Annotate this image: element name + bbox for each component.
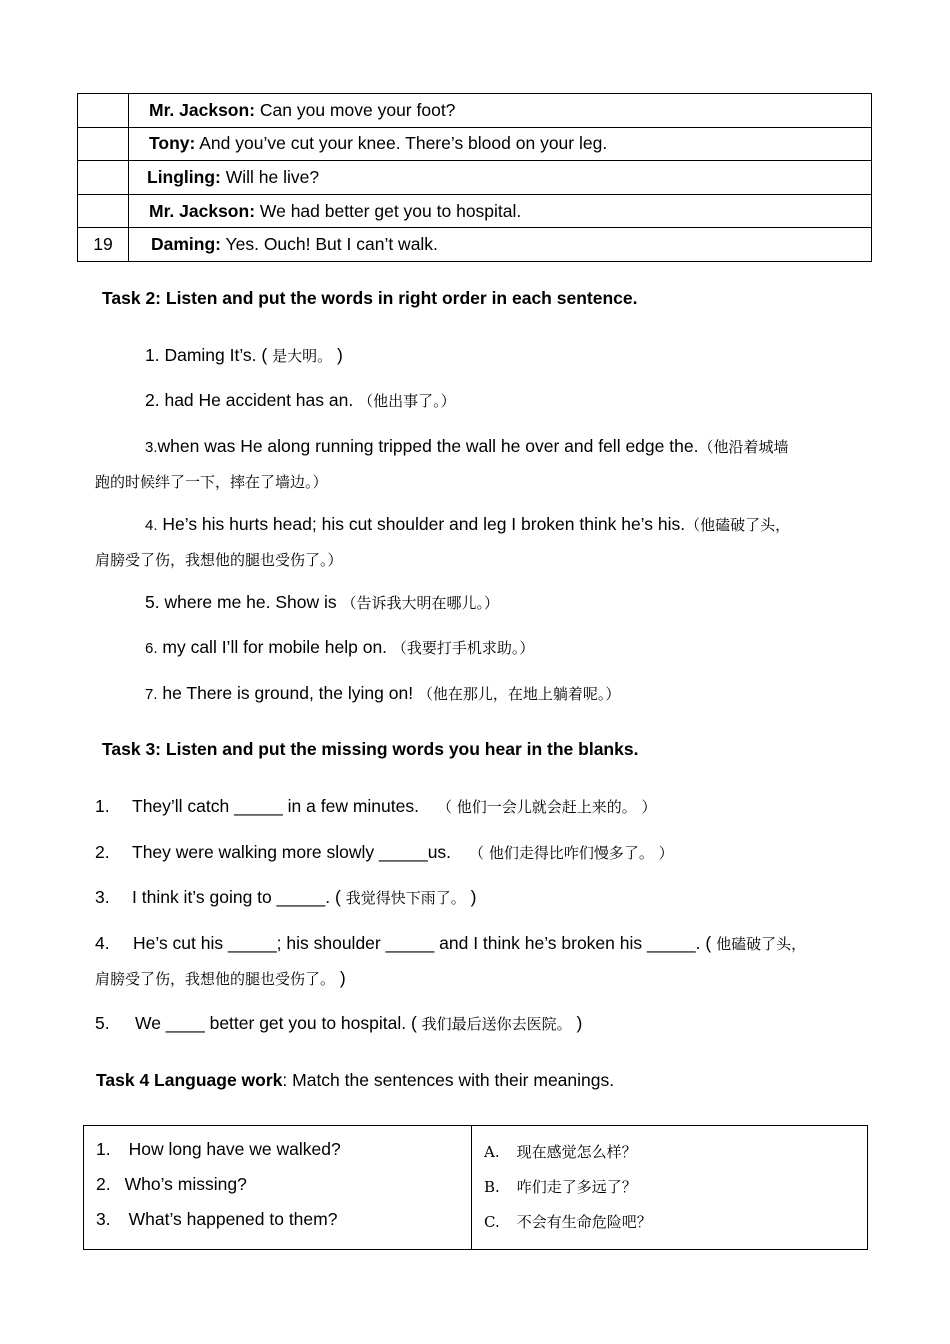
match-left-3: 3. What’s happened to them? xyxy=(96,1209,338,1229)
task3-item-4: 4. xyxy=(95,933,110,953)
row-number: 19 xyxy=(78,228,129,262)
match-table xyxy=(83,1125,868,1250)
task3-title: Task 3: Listen and put the missing words you hear in the blanks. xyxy=(102,739,639,759)
task3-item-1-text: They’ll catch _____ in a few minutes. （ 他们一会儿就会赶上来的。 ） xyxy=(132,796,657,816)
task2-item-6: 6. my call I’ll for mobile help on. （我要打手机求助。） xyxy=(145,637,535,657)
table-row xyxy=(78,127,872,161)
dialogue-line xyxy=(129,161,872,195)
table-row xyxy=(78,161,872,195)
task2-item-7: 7. he There is ground, the lying on! （他在那儿，在地上躺着呢。） xyxy=(145,683,621,703)
match-right-a: A. 现在感觉怎么样？ xyxy=(484,1143,637,1161)
table-row xyxy=(78,228,872,262)
task2-item-3-wrap: 跑的时候绊了一下，摔在了墙边。） xyxy=(95,473,328,491)
speaker: Daming: xyxy=(151,234,221,255)
task3-item-3: 3. xyxy=(95,887,110,907)
task2-item-4-wrap: 肩膀受了伤，我想他的腿也受伤了。） xyxy=(95,551,343,569)
row-number xyxy=(78,127,129,161)
table-row xyxy=(78,94,872,128)
column-divider xyxy=(471,1126,472,1249)
match-left-2: 2. Who’s missing? xyxy=(96,1174,247,1194)
match-right-b: B. 咋们走了多远了？ xyxy=(484,1178,637,1196)
match-right-c: C. 不会有生命危险吧？ xyxy=(484,1213,652,1231)
task3-item-1: 1. xyxy=(95,796,110,816)
task2-item-1: 1. Daming It’s. ( 是大明。 ) xyxy=(145,345,343,365)
utterance: Will he live? xyxy=(220,166,320,187)
dialogue-line xyxy=(129,94,872,128)
table-row xyxy=(78,194,872,228)
row-number xyxy=(78,161,129,195)
match-left-1: 1. How long have we walked? xyxy=(96,1139,341,1159)
task3-item-5-text: We ____ better get you to hospital. ( 我们最后送你去医院。 ) xyxy=(135,1013,583,1033)
speaker: Mr. Jackson: xyxy=(149,99,256,120)
row-number xyxy=(78,94,129,128)
task3-item-2: 2. xyxy=(95,842,110,862)
task2-item-4: 4. He’s his hurts head; his cut shoulder and leg I broken think he’s his.（他磕破了头， xyxy=(145,514,791,534)
task3-item-5: 5. xyxy=(95,1013,110,1033)
task4-title: Task 4 Language work: Match the sentences with their meanings. xyxy=(96,1070,615,1090)
task2-title: Task 2: Listen and put the words in right order in each sentence. xyxy=(102,288,638,308)
utterance: Yes. Ouch! But I can’t walk. xyxy=(221,234,438,255)
task3-item-4-text: He’s cut his _____; his shoulder _____ and I think he’s broken his _____. ( 他磕破了头， xyxy=(133,933,807,953)
dialogue-table xyxy=(77,93,872,262)
speaker: Mr. Jackson: xyxy=(149,200,256,221)
speaker: Tony: xyxy=(149,133,196,154)
utterance: And you’ve cut your knee. There’s blood on your leg. xyxy=(195,133,608,154)
utterance: We had better get you to hospital. xyxy=(255,200,522,221)
task3-item-2-text: They were walking more slowly _____us. （ 他们走得比咋们慢多了。 ） xyxy=(132,842,674,862)
task2-item-3: 3.when was He along running tripped the wall he over and fell edge the.（他沿着城墙 xyxy=(145,436,789,456)
dialogue-line xyxy=(129,127,872,161)
task3-item-3-text: I think it’s going to _____. ( 我觉得快下雨了。 ) xyxy=(132,887,477,907)
task3-item-4-wrap: 肩膀受了伤，我想他的腿也受伤了。 ) xyxy=(95,968,346,988)
task2-item-2: 2. had He accident has an. （他出事了。） xyxy=(145,390,456,410)
utterance: Can you move your foot? xyxy=(255,99,456,120)
task2-item-5: 5. where me he. Show is （告诉我大明在哪儿。） xyxy=(145,592,500,612)
dialogue-line xyxy=(129,228,872,262)
speaker: Lingling: xyxy=(147,166,221,187)
dialogue-line xyxy=(129,194,872,228)
row-number xyxy=(78,194,129,228)
